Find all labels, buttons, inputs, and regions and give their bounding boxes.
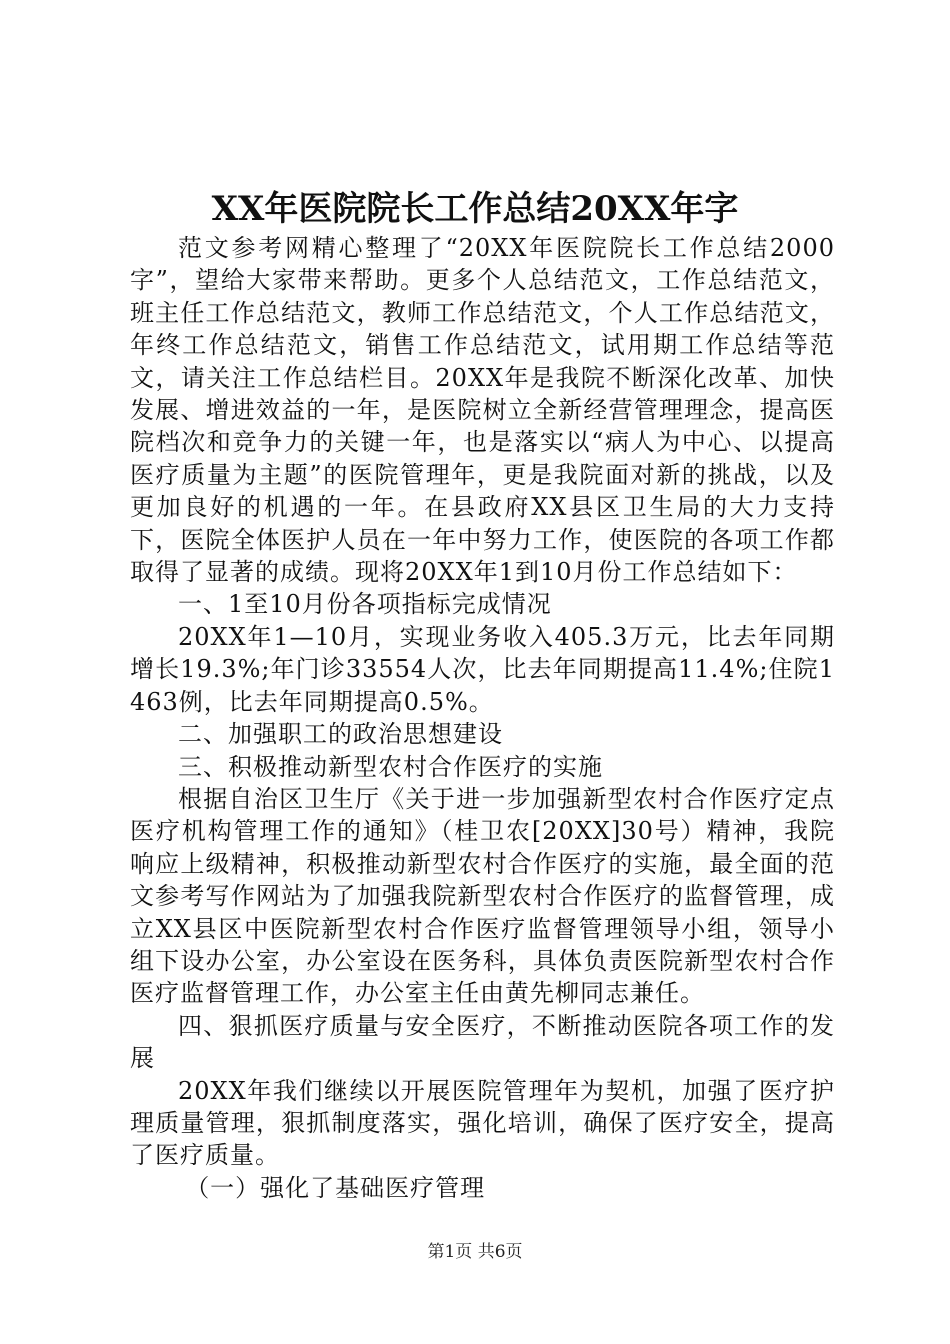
document-body <box>130 232 835 1204</box>
body-paragraph: 根据自治区卫生厅《关于进一步加强新型农村合作医疗定点医疗机构管理工作的通知》（桂卫农[20XX]30号）精神，我院响应上级精神，积极推动新型农村合作医疗的实施，最全面的范文参考写作网站为了加强我院新型农村合作医疗的监督管理，成立XX县区中医院新型农村合作医疗监督管理领导小组，领导小组下设办公室，办公室设在医务科，具体负责医院新型农村合作医疗监督管理工作，办公室主任由黄先柳同志兼任。 <box>130 784 835 1008</box>
body-paragraph: 20XX年我们继续以开展医院管理年为契机，加强了医疗护理质量管理，狠抓制度落实，强化培训，确保了医疗安全，提高了医疗质量。 <box>130 1076 835 1170</box>
intro-paragraph: 范文参考网精心整理了“20XX年医院院长工作总结2000字”，望给大家带来帮助。更多个人总结范文，工作总结范文，班主任工作总结范文，教师工作总结范文，个人工作总结范文，年终工作总结范文，销售工作总结范文，试用期工作总结等范文，请关注工作总结栏目。20XX年是我院不断深化改革、加快发展、增进效益的一年，是医院树立全新经营管理理念，提高医院档次和竞争力的关键一年，也是落实以“病人为中心、以提高医疗质量为主题”的医院管理年，更是我院面对新的挑战，以及更加良好的机遇的一年。在县政府XX县区卫生局的大力支持下，医院全体医护人员在一年中努力工作，使医院的各项工作都取得了显著的成绩。现将20XX年1到10月份工作总结如下： <box>130 234 835 587</box>
body-paragraph: 20XX年1—10月，实现业务收入405.3万元，比去年同期增长19.3%;年门诊33554人次，比去年同期提高11.4%;住院1463例，比去年同期提高0.5%。 <box>130 622 835 716</box>
section-heading-1: 一、1至10月份各项指标完成情况 <box>178 590 552 619</box>
section-heading-2: 二、加强职工的政治思想建设 <box>178 720 503 749</box>
section-heading-4: 四、狠抓医疗质量与安全医疗，不断推动医院各项工作的发展 <box>130 1011 835 1073</box>
subsection-heading-1: （一）强化了基础医疗管理 <box>185 1173 486 1202</box>
page-number-footer: 第1页 共6页 <box>427 1242 523 1262</box>
section-heading-3: 三、积极推动新型农村合作医疗的实施 <box>178 752 603 781</box>
document-title: XX年医院院长工作总结20XX年字 <box>211 189 739 229</box>
